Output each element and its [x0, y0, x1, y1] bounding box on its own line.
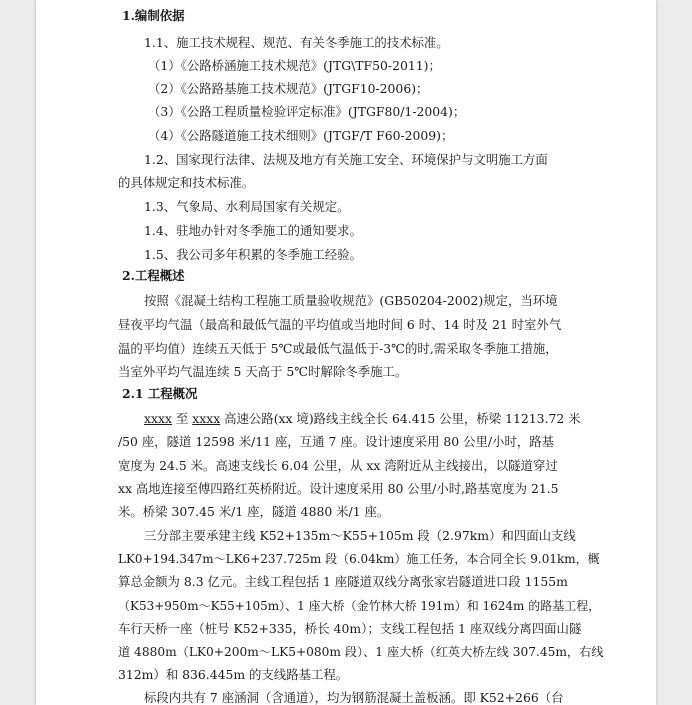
paragraph-line: 昼夜平均气温（最高和最低气温的平均值或当地时间 6 时、14 时及 21 时室外气 — [118, 317, 562, 332]
paragraph-line: （K53+950m～K55+105m）、1 座大桥（金竹林大桥 191m）和 1624m 的路基工程， — [118, 599, 601, 613]
list-item: 1.1、施工技术规程、规范、有关冬季施工的技术标准。 — [144, 35, 449, 50]
text-run: 至 — [171, 411, 193, 426]
list-item: 1.3、气象局、水利局国家有关规定。 — [144, 199, 350, 214]
paragraph-line: LK0+194.347m～LK6+237.725m 段（6.04km）施工任务，本合同全长 9.01km，概 — [118, 552, 600, 566]
list-item: （3）《公路工程质量检验评定标准》(JTGF80/1-2004)； — [148, 104, 466, 119]
paragraph-line: 的具体规定和技术标准。 — [118, 175, 255, 190]
underlined-placeholder: xxxx — [144, 411, 172, 426]
paragraph-line: 温的平均值）连续五天低于 5℃或最低气温低于-3℃的时,需采取冬季施工措施， — [118, 341, 558, 356]
paragraph-line: 算总金额为 8.3 亿元。主线工程包括 1 座隧道双线分离张家岩隧道进口段 1155m — [118, 574, 568, 589]
list-item: （1）《公路桥涵施工技术规范》(JTG\TF50-2011)； — [148, 58, 441, 73]
document-page — [36, 0, 656, 705]
paragraph-line: 312m）和 836.445m 的支线路基工程。 — [118, 667, 349, 682]
paragraph-line: xx 高地连接至傅四路红英桥附近。设计速度采用 80 公里/小时,路基宽度为 21.5 — [118, 481, 559, 496]
list-item: 1.5、我公司多年积累的冬季施工经验。 — [144, 247, 362, 262]
paragraph-line: /50 座，隧道 12598 米/11 座，互通 7 座。设计速度采用 80 公里/小时，路基 — [118, 434, 555, 449]
paragraph-line: 宽度为 24.5 米。高速支线长 6.04 公里，从 xx 湾附近从主线接出，以隧道穿过 — [118, 458, 558, 473]
list-item: （2）《公路路基施工技术规范》(JTGF10-2006)； — [148, 81, 429, 96]
subsection-heading: 2.1 工程概况 — [122, 386, 198, 401]
text-run: 高速公路(xx 境)路线主线全长 64.415 公里，桥梁 11213.72 米 — [220, 411, 581, 426]
paragraph-line: 当室外平均气温连续 5 天高于 5℃时解除冬季施工。 — [118, 364, 408, 379]
list-item: （4）《公路隧道施工技术细则》(JTGF/T F60-2009)； — [148, 128, 454, 143]
underlined-placeholder: xxxx — [192, 411, 221, 426]
section-heading: 1.编制依据 — [122, 8, 185, 23]
paragraph-line — [144, 411, 606, 427]
paragraph-line: 米。桥梁 307.45 米/1 座，隧道 4880 米/1 座。 — [118, 504, 390, 519]
paragraph-line: 标段内共有 7 座涵洞（含通道），均为钢筋混凝土盖板涵。即 K52+266（台 — [144, 690, 564, 705]
paragraph-line: 三分部主要承建主线 K52+135m～K55+105m 段（2.97km）和四面山支线 — [144, 528, 576, 543]
section-heading: 2.工程概述 — [122, 268, 185, 283]
list-item: 1.2、国家现行法律、法规及地方有关施工安全、环境保护与文明施工方面 — [144, 152, 548, 167]
list-item: 1.4、驻地办针对冬季施工的通知要求。 — [144, 223, 362, 238]
paragraph-line: 按照《混凝土结构工程施工质量验收规范》(GB50204-2002)规定，当环境 — [144, 293, 558, 308]
paragraph-line: 道 4880m（LK0+200m～LK5+080m 段）、1 座大桥（红英大桥左线 307.45m，右线 — [118, 645, 604, 659]
paragraph-line: 车行天桥一座（桩号 K52+335，桥长 40m）；支线工程包括 1 座双线分离四面山隧 — [118, 621, 582, 636]
